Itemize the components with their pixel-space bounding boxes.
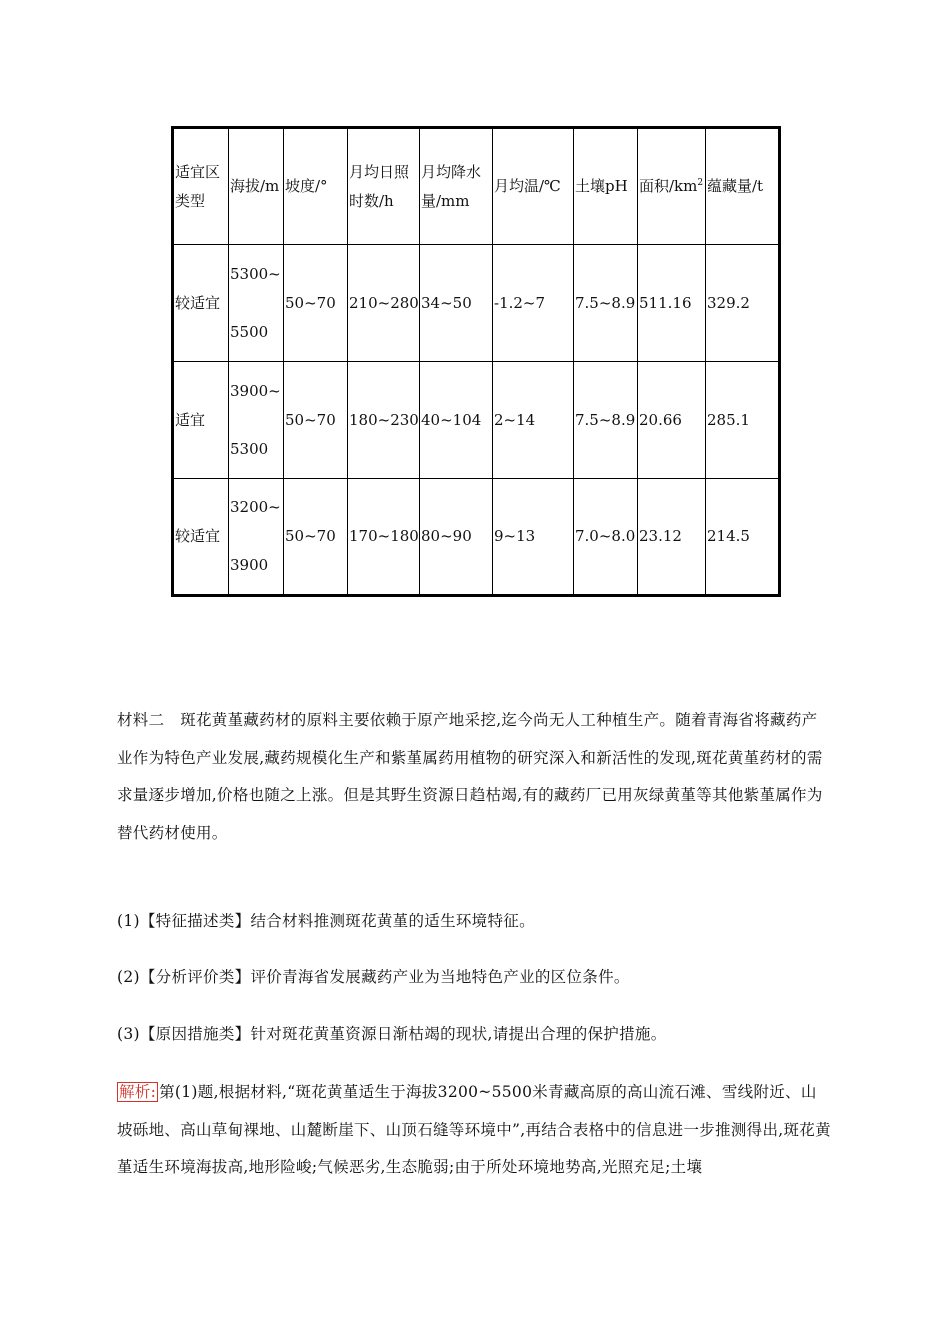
cell-reserve: 214.5	[706, 479, 780, 596]
cell-ph: 7.5~8.9	[574, 362, 638, 479]
analysis-text: 第(1)题,根据材料,“斑花黄堇适生于海拔3200~5500米青藏高原的高山流石滩、雪线附近、山坡砾地、高山草甸裸地、山麓断崖下、山顶石缝等环境中”,再结合表格中的信息进一步推测得出,斑花黄堇适生环境海拔高,地形险峻;气候恶劣,生态脆弱;由于所处环境地势高,光照充足;土壤	[117, 1083, 831, 1176]
cell-sunshine: 170~180	[348, 479, 420, 596]
cell-sunshine: 180~230	[348, 362, 420, 479]
table-row	[173, 245, 780, 362]
cell-ph: 7.5~8.9	[574, 245, 638, 362]
cell-slope: 50~70	[284, 479, 348, 596]
header-type: 适宜区类型	[173, 128, 229, 245]
cell-type: 较适宜	[173, 245, 229, 362]
cell-precip: 34~50	[420, 245, 493, 362]
cell-slope: 50~70	[284, 362, 348, 479]
cell-temp: -1.2~7	[493, 245, 574, 362]
header-slope: 坡度/°	[284, 128, 348, 245]
table-row	[173, 362, 780, 479]
analysis-paragraph	[117, 1074, 832, 1187]
header-precip: 月均降水量/mm	[420, 128, 493, 245]
cell-altitude: 3200~ 3900	[229, 479, 284, 596]
header-temp: 月均温/℃	[493, 128, 574, 245]
cell-reserve: 285.1	[706, 362, 780, 479]
cell-slope: 50~70	[284, 245, 348, 362]
table-row	[173, 479, 780, 596]
cell-altitude: 5300~ 5500	[229, 245, 284, 362]
material-two-paragraph: 材料二 斑花黄堇藏药材的原料主要依赖于原产地采挖,迄今尚无人工种植生产。随着青海省将藏药产业作为特色产业发展,藏药规模化生产和紫堇属药用植物的研究深入和新活性的发现,斑花黄堇药材的需求量逐步增加,价格也随之上涨。但是其野生资源日趋枯竭,有的藏药厂已用灰绿黄堇等其他紫堇属作为替代药材使用。	[117, 711, 823, 842]
cell-type: 适宜	[173, 362, 229, 479]
header-altitude: 海拔/m	[229, 128, 284, 245]
header-ph: 土壤pH	[574, 128, 638, 245]
analysis-label: 解析:	[119, 1083, 157, 1101]
cell-precip: 40~104	[420, 362, 493, 479]
cell-area: 20.66	[638, 362, 706, 479]
cell-area: 511.16	[638, 245, 706, 362]
table-header-row	[173, 128, 780, 245]
cell-area: 23.12	[638, 479, 706, 596]
header-area: 面积$/km^2$	[638, 128, 706, 245]
suitability-table	[171, 126, 781, 597]
question-3: (3)【原因措施类】针对斑花黄堇资源日渐枯竭的现状,请提出合理的保护措施。	[117, 1025, 667, 1043]
header-reserve: 蕴藏量/t	[706, 128, 780, 245]
question-2: (2)【分析评价类】评价青海省发展藏药产业为当地特色产业的区位条件。	[117, 968, 630, 986]
cell-temp: 2~14	[493, 362, 574, 479]
cell-type: 较适宜	[173, 479, 229, 596]
question-1: (1)【特征描述类】结合材料推测斑花黄堇的适生环境特征。	[117, 912, 535, 930]
cell-reserve: 329.2	[706, 245, 780, 362]
cell-ph: 7.0~8.0	[574, 479, 638, 596]
cell-precip: 80~90	[420, 479, 493, 596]
header-sunshine: 月均日照时数/h	[348, 128, 420, 245]
cell-temp: 9~13	[493, 479, 574, 596]
cell-sunshine: 210~280	[348, 245, 420, 362]
cell-altitude: 3900~ 5300	[229, 362, 284, 479]
